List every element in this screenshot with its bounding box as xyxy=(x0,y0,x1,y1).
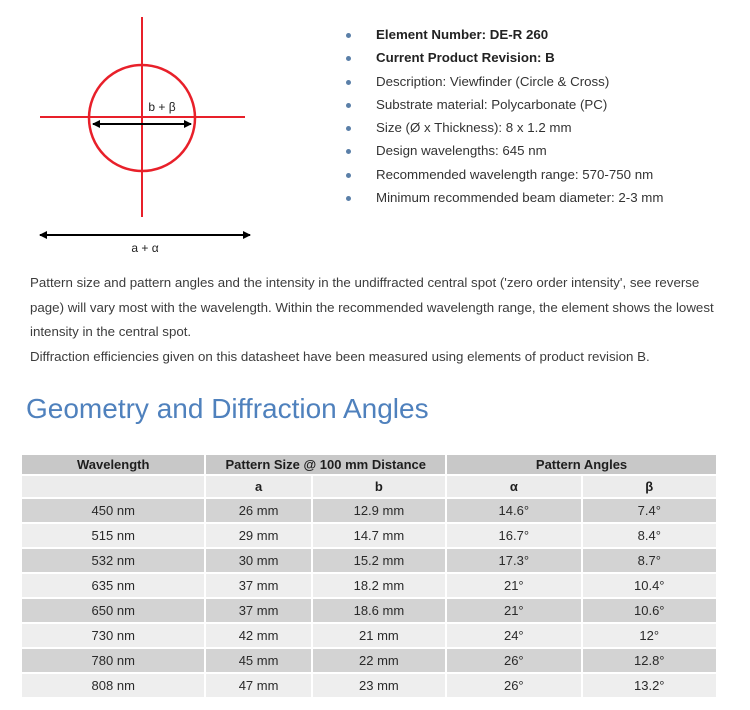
cell-alpha: 26° xyxy=(447,674,580,697)
table-row xyxy=(22,674,716,697)
header-pattern-angles: Pattern Angles xyxy=(447,455,716,474)
table-row xyxy=(22,524,716,547)
inner-dimension-label: b + β xyxy=(148,100,176,114)
cell-a: 37 mm xyxy=(206,574,310,597)
cell-beta: 8.7° xyxy=(583,549,716,572)
cell-a: 29 mm xyxy=(206,524,310,547)
cell-alpha: 24° xyxy=(447,624,580,647)
cell-beta: 10.6° xyxy=(583,599,716,622)
viewfinder-pattern xyxy=(40,17,245,217)
cell-b: 12.9 mm xyxy=(313,499,445,522)
cell-a: 30 mm xyxy=(206,549,310,572)
subheader-alpha: α xyxy=(447,476,580,497)
section-title: Geometry and Diffraction Angles xyxy=(26,393,429,424)
spec-beam-diameter: Minimum recommended beam diameter: 2-3 mm xyxy=(344,188,663,211)
cell-beta: 12.8° xyxy=(583,649,716,672)
pattern-diagram xyxy=(0,0,300,265)
cell-alpha: 17.3° xyxy=(447,549,580,572)
cell-b: 23 mm xyxy=(313,674,445,697)
subheader-beta: β xyxy=(583,476,716,497)
cell-wavelength: 515 nm xyxy=(22,524,204,547)
cell-alpha: 21° xyxy=(447,574,580,597)
cell-alpha: 26° xyxy=(447,649,580,672)
intro-paragraph-efficiency: Diffraction efficiencies given on this datasheet have been measured using elements of product revision B. xyxy=(30,348,650,364)
header-pattern-size: Pattern Size @ 100 mm Distance xyxy=(206,455,445,474)
intro-paragraph-wavelength: Pattern size and pattern angles and the intensity in the undiffracted central spot ('zero order intensity', see reverse page) will vary most with the wavelength. Within the recommended wavelength range, the element shows the lowest intensity in the central spot. xyxy=(30,275,714,339)
cell-wavelength: 450 nm xyxy=(22,499,204,522)
table-row xyxy=(22,599,716,622)
cell-b: 18.6 mm xyxy=(313,599,445,622)
spec-design-wavelength: Design wavelengths: 645 nm xyxy=(344,141,663,164)
cell-a: 37 mm xyxy=(206,599,310,622)
cell-wavelength: 650 nm xyxy=(22,599,204,622)
table-row xyxy=(22,499,716,522)
cell-alpha: 21° xyxy=(447,599,580,622)
cell-b: 22 mm xyxy=(313,649,445,672)
spec-substrate: Substrate material: Polycarbonate (PC) xyxy=(344,95,663,118)
cell-beta: 13.2° xyxy=(583,674,716,697)
subheader-blank xyxy=(22,476,204,497)
cell-b: 21 mm xyxy=(313,624,445,647)
cell-beta: 12° xyxy=(583,624,716,647)
cell-wavelength: 532 nm xyxy=(22,549,204,572)
table-row xyxy=(22,649,716,672)
table-row xyxy=(22,624,716,647)
header-wavelength: Wavelength xyxy=(22,455,204,474)
cell-alpha: 16.7° xyxy=(447,524,580,547)
spec-size: Size (Ø x Thickness): 8 x 1.2 mm xyxy=(344,118,663,141)
cell-a: 42 mm xyxy=(206,624,310,647)
table-row xyxy=(22,574,716,597)
cell-wavelength: 808 nm xyxy=(22,674,204,697)
table-row xyxy=(22,549,716,572)
cell-b: 15.2 mm xyxy=(313,549,445,572)
cell-beta: 10.4° xyxy=(583,574,716,597)
geometry-table xyxy=(20,453,718,699)
spec-element-number: Element Number: DE-R 260 xyxy=(344,25,663,48)
cell-beta: 7.4° xyxy=(583,499,716,522)
outer-dimension-label: a + α xyxy=(131,241,159,255)
cell-beta: 8.4° xyxy=(583,524,716,547)
cell-a: 26 mm xyxy=(206,499,310,522)
spec-wavelength-range: Recommended wavelength range: 570-750 nm xyxy=(344,165,663,188)
cell-b: 14.7 mm xyxy=(313,524,445,547)
subheader-a: a xyxy=(206,476,310,497)
spec-product-revision: Current Product Revision: B xyxy=(344,48,663,71)
cell-b: 18.2 mm xyxy=(313,574,445,597)
cell-alpha: 14.6° xyxy=(447,499,580,522)
spec-list xyxy=(344,25,663,211)
cell-a: 47 mm xyxy=(206,674,310,697)
intro-text xyxy=(30,271,720,369)
subheader-b: b xyxy=(313,476,445,497)
cell-wavelength: 780 nm xyxy=(22,649,204,672)
cell-wavelength: 635 nm xyxy=(22,574,204,597)
cell-wavelength: 730 nm xyxy=(22,624,204,647)
spec-description: Description: Viewfinder (Circle & Cross) xyxy=(344,72,663,95)
cell-a: 45 mm xyxy=(206,649,310,672)
